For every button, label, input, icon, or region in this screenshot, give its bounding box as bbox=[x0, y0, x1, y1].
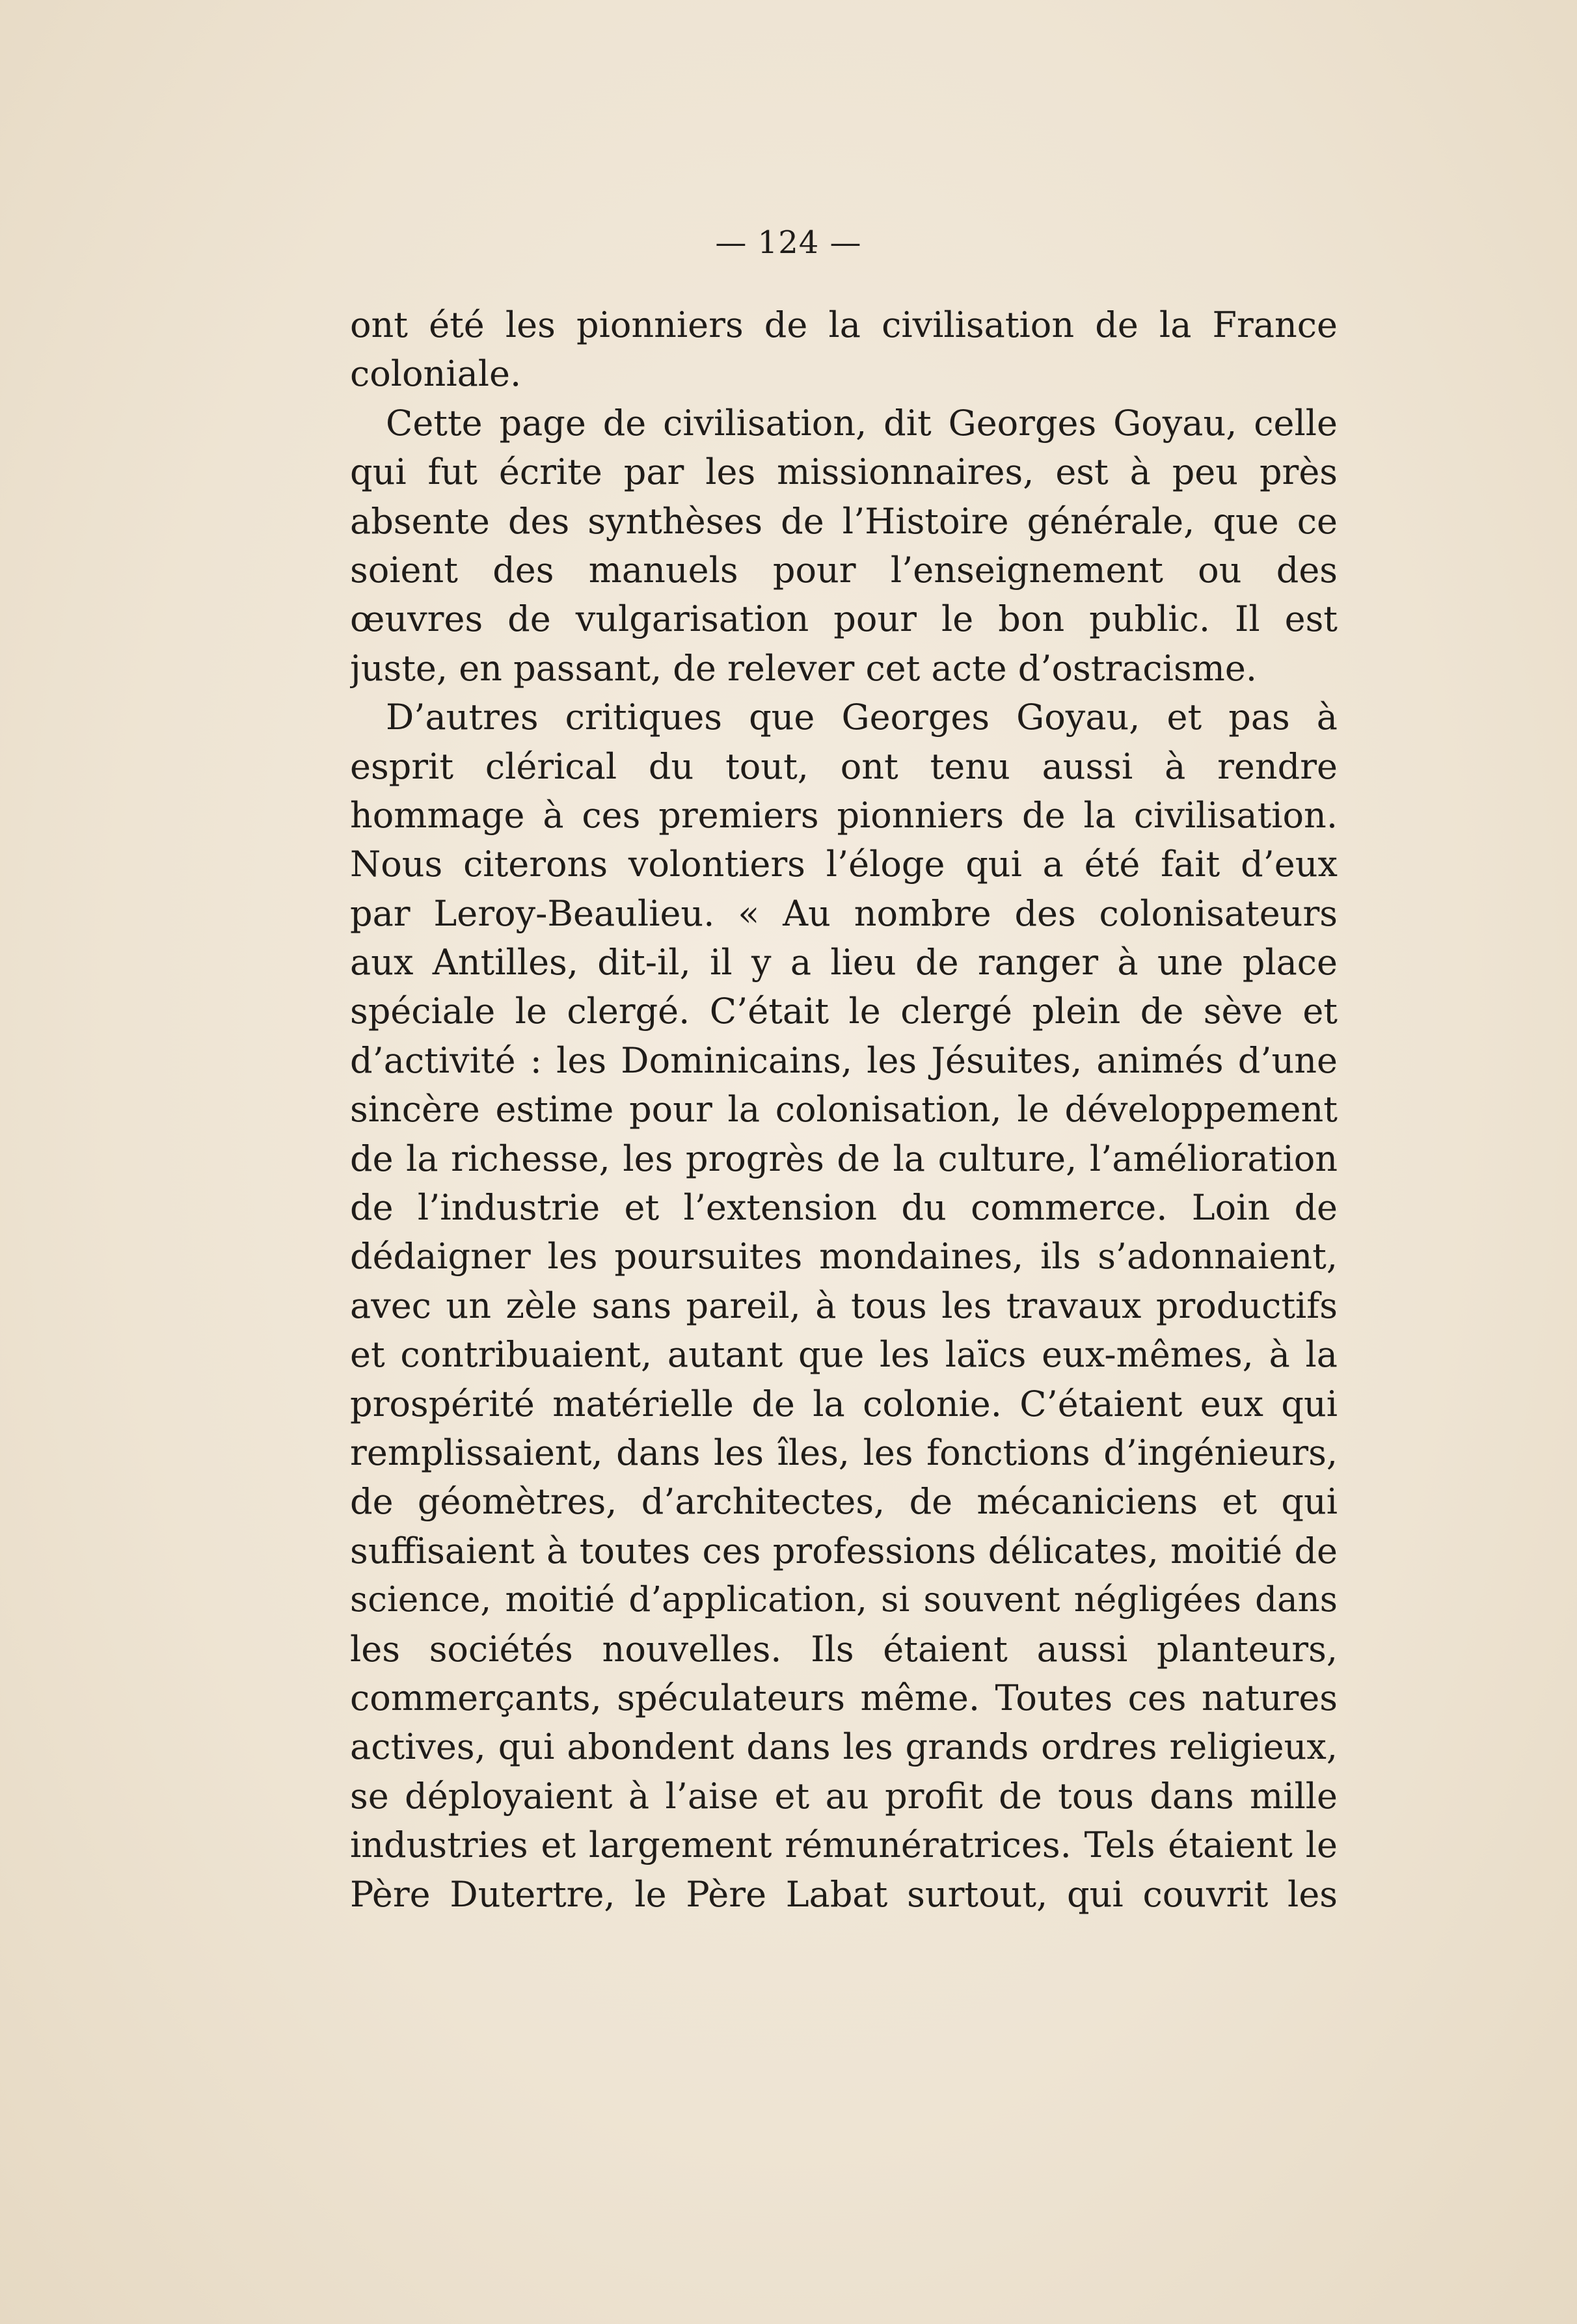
text-line: se déployaient à l’aise et au profit de tous dans mille bbox=[350, 1775, 1338, 1817]
text-line: absente des synthèses de l’Histoire générale, que ce bbox=[350, 500, 1338, 542]
text-line: esprit clérical du tout, ont tenu aussi à rendre bbox=[350, 745, 1338, 787]
text-line: juste, en passant, de relever cet acte d’ostracisme. bbox=[350, 647, 1257, 689]
text-line: hommage à ces premiers pionniers de la civilisation. bbox=[350, 794, 1338, 836]
text-line: de la richesse, les progrès de la culture, l’amélioration bbox=[350, 1138, 1338, 1179]
text-line: D’autres critiques que Georges Goyau, et pas à bbox=[386, 697, 1338, 738]
text-line: Nous citerons volontiers l’éloge qui a été fait d’eux bbox=[350, 844, 1338, 885]
text-line: ont été les pionniers de la civilisation de la France bbox=[350, 304, 1338, 345]
text-line: soient des manuels pour l’enseignement ou des bbox=[350, 549, 1338, 591]
text-line: industries et largement rémunératrices. Tels étaient le bbox=[350, 1824, 1338, 1866]
text-line: qui fut écrite par les missionnaires, est à peu près bbox=[350, 451, 1338, 493]
text-line: de l’industrie et l’extension du commerce. Loin de bbox=[350, 1187, 1338, 1229]
text-line: avec un zèle sans pareil, à tous les travaux productifs bbox=[350, 1285, 1338, 1326]
page-number: — 124 — bbox=[715, 224, 862, 261]
text-line: œuvres de vulgarisation pour le bon public. Il est bbox=[350, 598, 1338, 640]
text-line: science, moitié d’application, si souvent négligées dans bbox=[350, 1580, 1338, 1620]
text-line: aux Antilles, dit-il, il y a lieu de ranger à une place bbox=[350, 942, 1338, 983]
text-line: actives, qui abondent dans les grands ordres religieux, bbox=[350, 1726, 1338, 1768]
text-line: sincère estime pour la colonisation, le développement bbox=[350, 1089, 1338, 1130]
text-line: commerçants, spéculateurs même. Toutes ces natures bbox=[350, 1677, 1338, 1718]
text-line: d’activité : les Dominicains, les Jésuites, animés d’une bbox=[350, 1039, 1338, 1081]
body-text bbox=[350, 301, 1338, 1919]
text-line: et contribuaient, autant que les laïcs eux-mêmes, à la bbox=[350, 1334, 1338, 1376]
text-line: les sociétés nouvelles. Ils étaient aussi planteurs, bbox=[350, 1628, 1338, 1670]
text-line: coloniale. bbox=[350, 353, 522, 395]
text-line: prospérité matérielle de la colonie. C’étaient eux qui bbox=[350, 1383, 1338, 1424]
text-line: spéciale le clergé. C’était le clergé plein de sève et bbox=[350, 991, 1338, 1032]
text-line: remplissaient, dans les îles, les fonctions d’ingénieurs, bbox=[350, 1432, 1338, 1473]
text-line: dédaigner les poursuites mondaines, ils s’adonnaient, bbox=[350, 1236, 1338, 1277]
text-line: Père Dutertre, le Père Labat surtout, qui couvrit les bbox=[350, 1873, 1338, 1915]
text-line: Cette page de civilisation, dit Georges Goyau, celle bbox=[386, 402, 1338, 444]
text-line: suffisaient à toutes ces professions délicates, moitié de bbox=[350, 1530, 1338, 1571]
text-line: par Leroy-Beaulieu. « Au nombre des colonisateurs bbox=[350, 892, 1338, 934]
text-line: de géomètres, d’architectes, de mécaniciens et qui bbox=[350, 1481, 1338, 1523]
